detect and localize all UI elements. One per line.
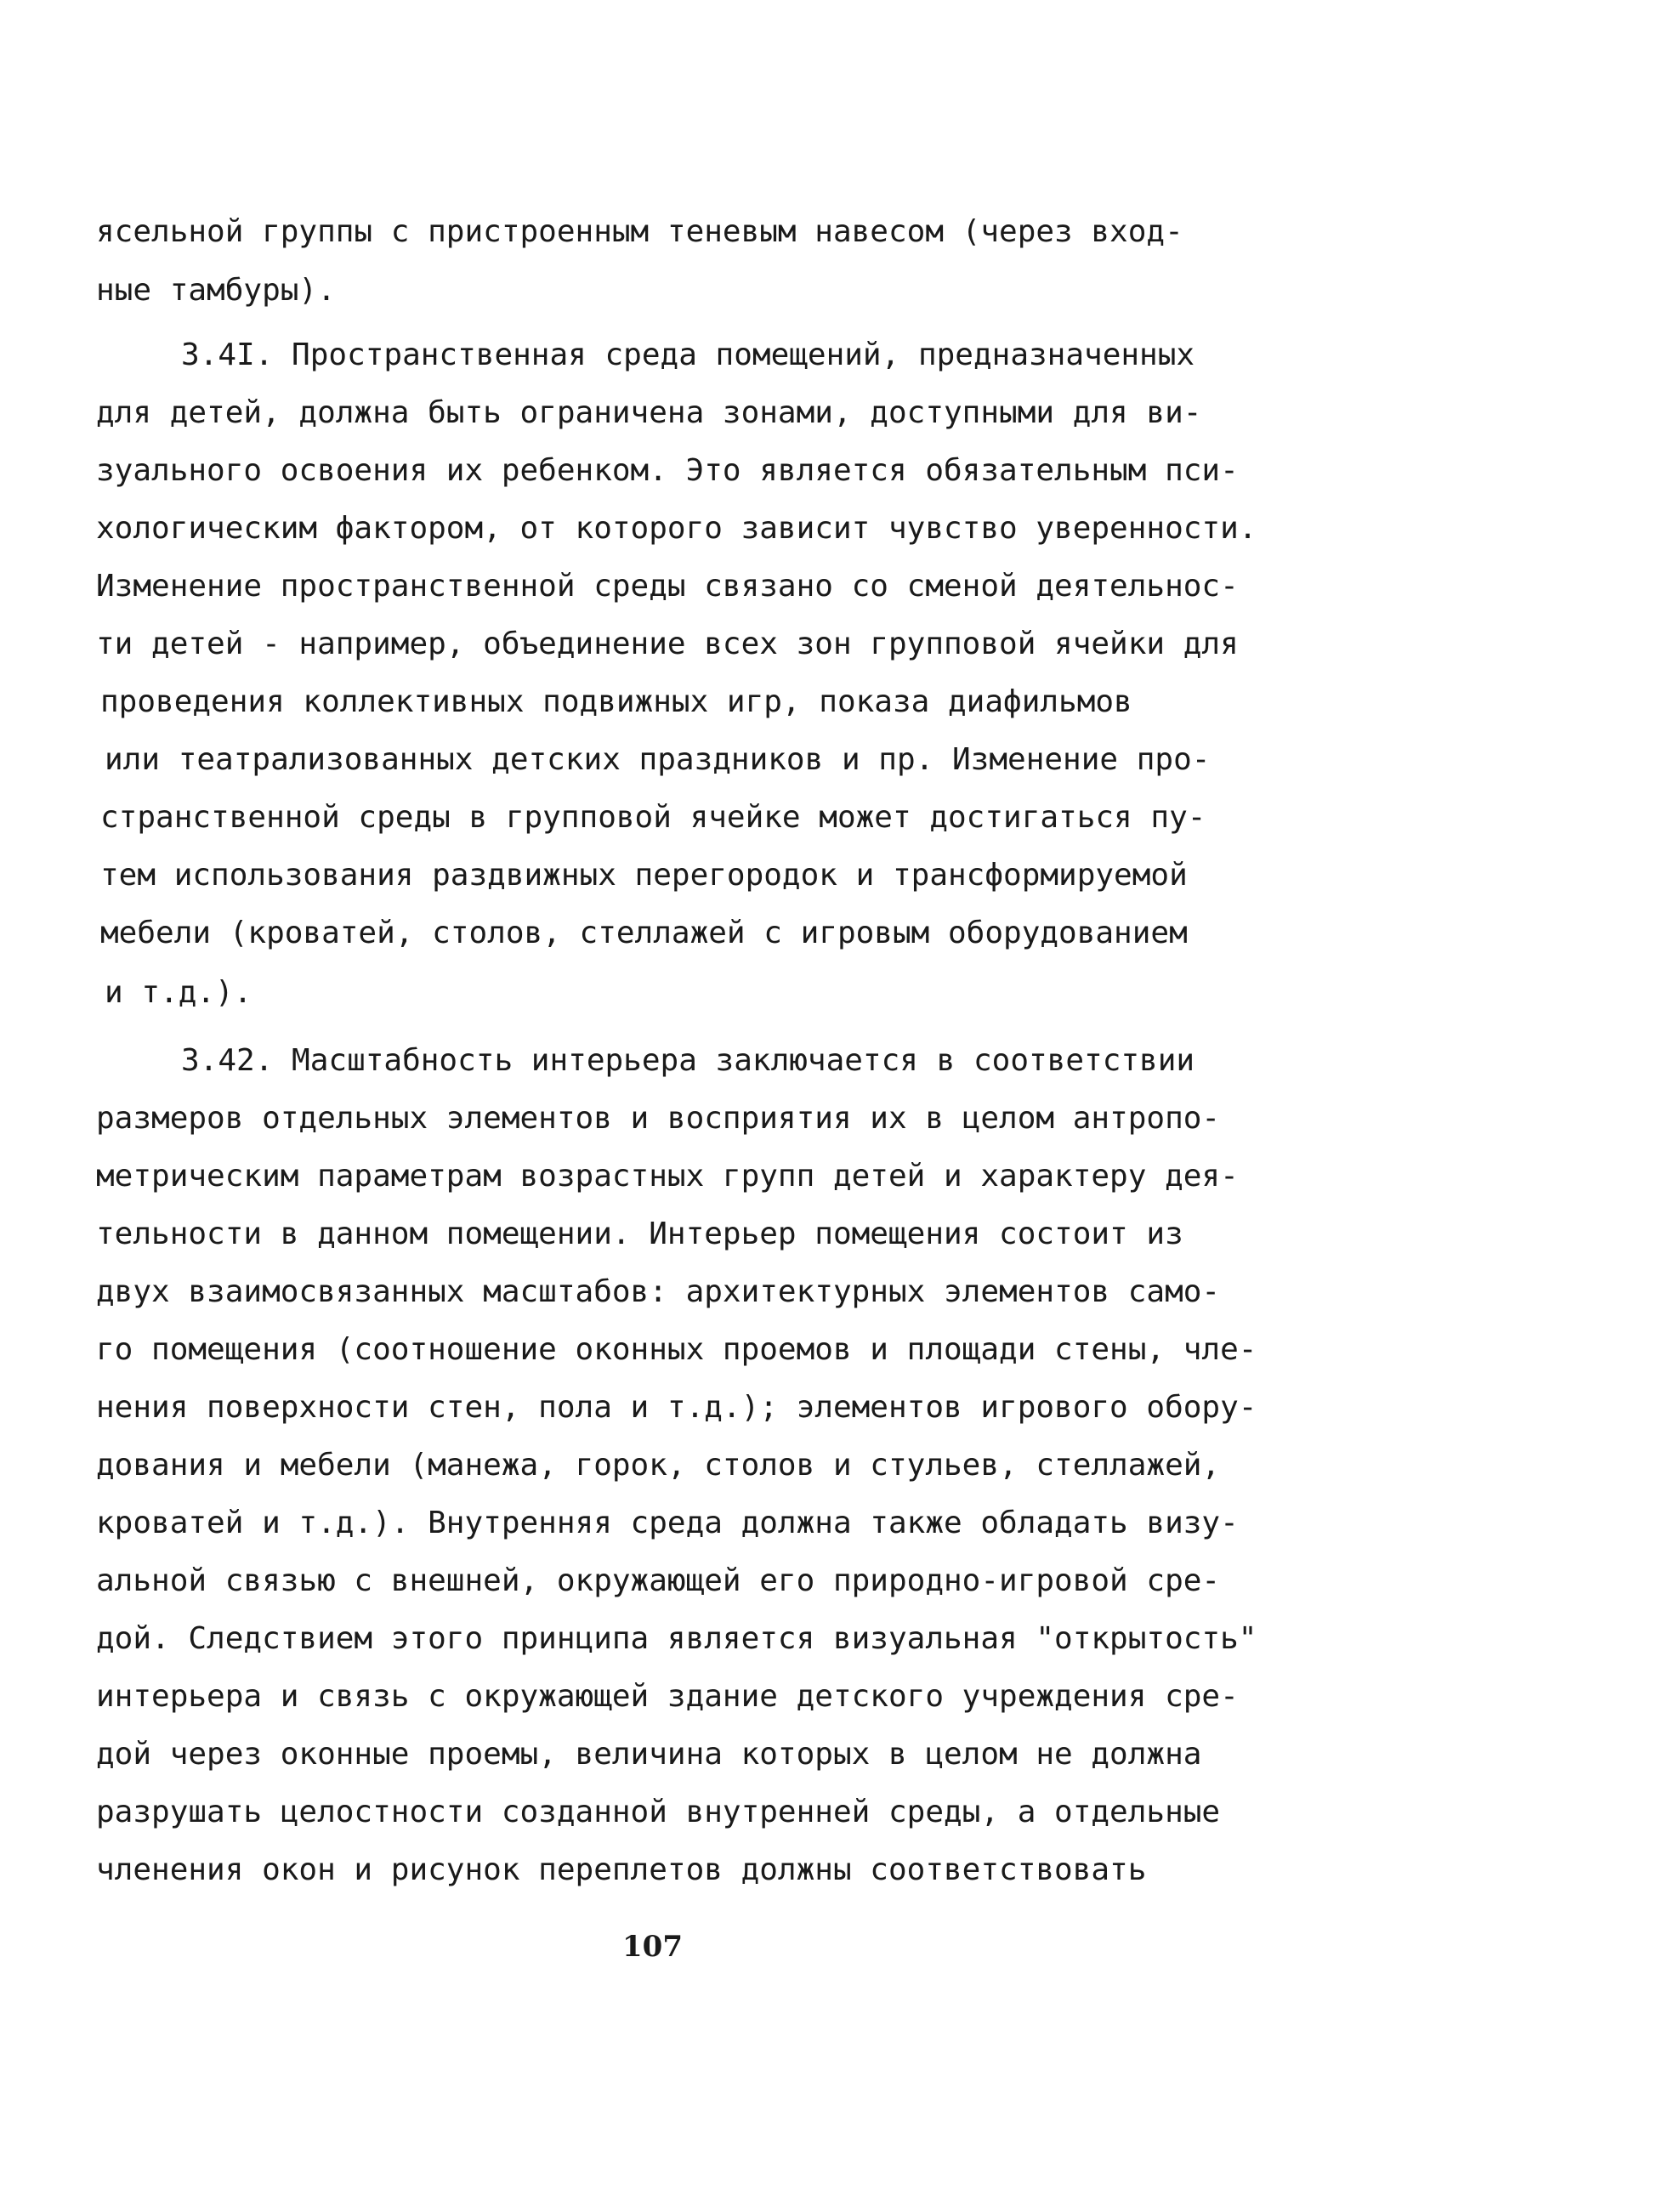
text-line: членения окон и рисунок переплетов должны соответствовать <box>96 1852 1147 1887</box>
text-line: тельности в данном помещении. Интерьер помещения состоит из <box>96 1217 1183 1251</box>
text-line: хологическим фактором, от которого зависит чувство уверенности. <box>96 511 1257 546</box>
section-3-42-heading-line: 3.42. Масштабность интерьера заключается в соответствии <box>181 1043 1195 1078</box>
text-line: нения поверхности стен, пола и т.д.); элементов игрового обору- <box>96 1390 1257 1425</box>
text-line: мебели (кроватей, столов, стеллажей с игровым оборудованием <box>100 916 1188 950</box>
text-line: ти детей - например, объединение всех зон групповой ячейки для <box>96 627 1239 661</box>
text-line: Изменение пространственной среды связано со сменой деятельнос- <box>96 569 1239 604</box>
text-line: разрушать целостности созданной внутренней среды, а отдельные <box>96 1795 1221 1829</box>
text-line: интерьера и связь с окружающей здание детского учреждения сре- <box>96 1679 1239 1714</box>
text-line: кроватей и т.д.). Внутренняя среда должна также обладать визу- <box>96 1506 1239 1540</box>
section-3-41-heading-line: 3.4I. Пространственная среда помещений, предназначенных <box>181 337 1195 372</box>
text-line: проведения коллективных подвижных игр, показа диафильмов <box>100 684 1132 719</box>
text-line: двух взаимосвязанных масштабов: архитектурных элементов само- <box>96 1274 1221 1309</box>
text-line: дой через оконные проемы, величина которых в целом не должна <box>96 1737 1202 1772</box>
text-line: или театрализованных детских праздников и пр. Изменение про- <box>105 742 1211 777</box>
text-line: альной связью с внешней, окружающей его природно-игровой сре- <box>96 1563 1221 1598</box>
text-line: ясельной группы с пристроенным теневым навесом (через вход- <box>96 214 1183 249</box>
text-line: размеров отдельных элементов и восприятия их в целом антропо- <box>96 1101 1221 1136</box>
text-line: и т.д.). <box>105 975 253 1010</box>
text-line: тем использования раздвижных перегородок и трансформируемой <box>100 858 1188 893</box>
text-line: метрическим параметрам возрастных групп детей и характеру дея- <box>96 1159 1239 1194</box>
text-line: го помещения (соотношение оконных проемов и площади стены, чле- <box>96 1332 1257 1367</box>
text-line: ные тамбуры). <box>96 273 336 308</box>
text-line: странственной среды в групповой ячейке может достигаться пу- <box>100 800 1206 835</box>
text-line: дой. Следствием этого принципа является визуальная "открытость" <box>96 1621 1257 1656</box>
text-line: дования и мебели (манежа, горок, столов и стульев, стеллажей, <box>96 1448 1221 1483</box>
page-number: 107 <box>622 1930 683 1964</box>
text-line: для детей, должна быть ограничена зонами, доступными для ви- <box>96 395 1202 430</box>
text-line: зуального освоения их ребенком. Это является обязательным пси- <box>96 453 1239 488</box>
